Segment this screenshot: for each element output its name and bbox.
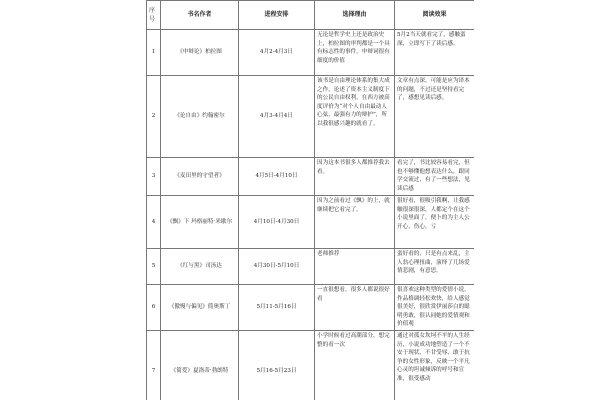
table-row bbox=[147, 196, 475, 249]
reading-effect: 很好看，很吸引我啊，让我感触很深很深，人都定个在这个小说里面了，便卜的为主人公开心，伤心，亏 bbox=[395, 196, 475, 249]
selection-reason: 该书是自由理论体系的集大成之作，论述了资本主义制度下的公民自由权利，在西方被高度评价为“对个人自由最动人心弦，最强有力的辩护”，所以我很感兴趣的就看了。 bbox=[315, 76, 395, 158]
selection-reason: 小学时候看过高潮部分，想完整的看一次 bbox=[315, 331, 395, 400]
schedule-dates: 4月5日-4月10日 bbox=[239, 158, 315, 196]
selection-reason: 一直很想看，很多人都说很好看 bbox=[315, 285, 395, 331]
selection-reason: 老师推荐 bbox=[315, 249, 395, 285]
book-title-author: 《红与黑》司汤达 bbox=[161, 249, 239, 285]
schedule-dates: 4月30日-5月10日 bbox=[239, 249, 315, 285]
header-reason: 选择理由 bbox=[315, 1, 395, 30]
reading-effect: 文章有点深，可能是应为译本的问题，不过还是坚持看完了，感想见读后感。 bbox=[395, 76, 475, 158]
header-dates: 进程安排 bbox=[239, 1, 315, 30]
document-page bbox=[146, 0, 474, 400]
table-row bbox=[147, 158, 475, 196]
header-book: 书名作者 bbox=[161, 1, 239, 30]
row-number: 7 bbox=[147, 331, 161, 400]
row-number: 1 bbox=[147, 30, 161, 76]
schedule-dates: 4月3-4月4日 bbox=[239, 76, 315, 158]
row-number: 2 bbox=[147, 76, 161, 158]
row-number: 3 bbox=[147, 158, 161, 196]
reading-plan-table bbox=[146, 0, 474, 400]
selection-reason: 因为这本书很多人都推荐我去看。 bbox=[315, 158, 395, 196]
header-no: 序号 bbox=[147, 1, 161, 30]
row-number: 6 bbox=[147, 285, 161, 331]
table-row bbox=[147, 331, 475, 400]
row-number: 4 bbox=[147, 196, 161, 249]
schedule-dates: 5月16-5月23日 bbox=[239, 331, 315, 400]
book-title-author: 《傲慢与偏见》简奥斯丁 bbox=[161, 285, 239, 331]
reading-effect: 蛮好看的，只是有点来乱，主人翁心理扭曲，演绎了几场爱情悲剧，有意思。 bbox=[395, 249, 475, 285]
schedule-dates: 5月11-5月16日 bbox=[239, 285, 315, 331]
reading-effect: 5月2当天就看完了，感触蛮深，立即写下了读后感。 bbox=[395, 30, 475, 76]
book-title-author: 《申辩论》柏拉图 bbox=[161, 30, 239, 76]
book-title-author: 《飘》下 玛格丽特·米歇尔 bbox=[161, 196, 239, 249]
selection-reason: 因为之前看过《飘》的上，就继续把它看完了。 bbox=[315, 196, 395, 249]
header-effect: 阅读效果 bbox=[395, 1, 475, 30]
table-row bbox=[147, 249, 475, 285]
table-row bbox=[147, 285, 475, 331]
reading-effect: 很喜欢这种类型的爱情小说，作品格调轻松欢快，给人感觉很美好，很欣赏伊丽莎白的聪明勇敢，很认同她的爱情观和价值观 bbox=[395, 285, 475, 331]
table-row bbox=[147, 76, 475, 158]
row-number: 5 bbox=[147, 249, 161, 285]
book-title-author: 《简爱》夏洛蒂·勃朗特 bbox=[161, 331, 239, 400]
reading-effect: 看完了，书比较容易看完，但也不够懂他想表达什么，跟同学交流过，有了一些想法，见读后感 bbox=[395, 158, 475, 196]
book-title-author: 《麦田里的守望者》 bbox=[161, 158, 239, 196]
book-title-author: 《论自由》约翰密尔 bbox=[161, 76, 239, 158]
selection-reason: 无论是哲学史上还是政治史上，柏拉图的审判都是一个具有标志性的事件，申辩词很有细度的价值 bbox=[315, 30, 395, 76]
reading-effect: 通过对孤女坎坷不平的人生经历，小说成功地塑造了一个不安于现状、不甘受辱、敢于抗争的女性形象，反映一个平凡心灵的坦诚倾诉的呼号和宣准，很受感动 bbox=[395, 331, 475, 400]
schedule-dates: 4月10日-4月30日 bbox=[239, 196, 315, 249]
schedule-dates: 4月2-4月3日 bbox=[239, 30, 315, 76]
table-header-row bbox=[147, 1, 475, 30]
table-row bbox=[147, 30, 475, 76]
